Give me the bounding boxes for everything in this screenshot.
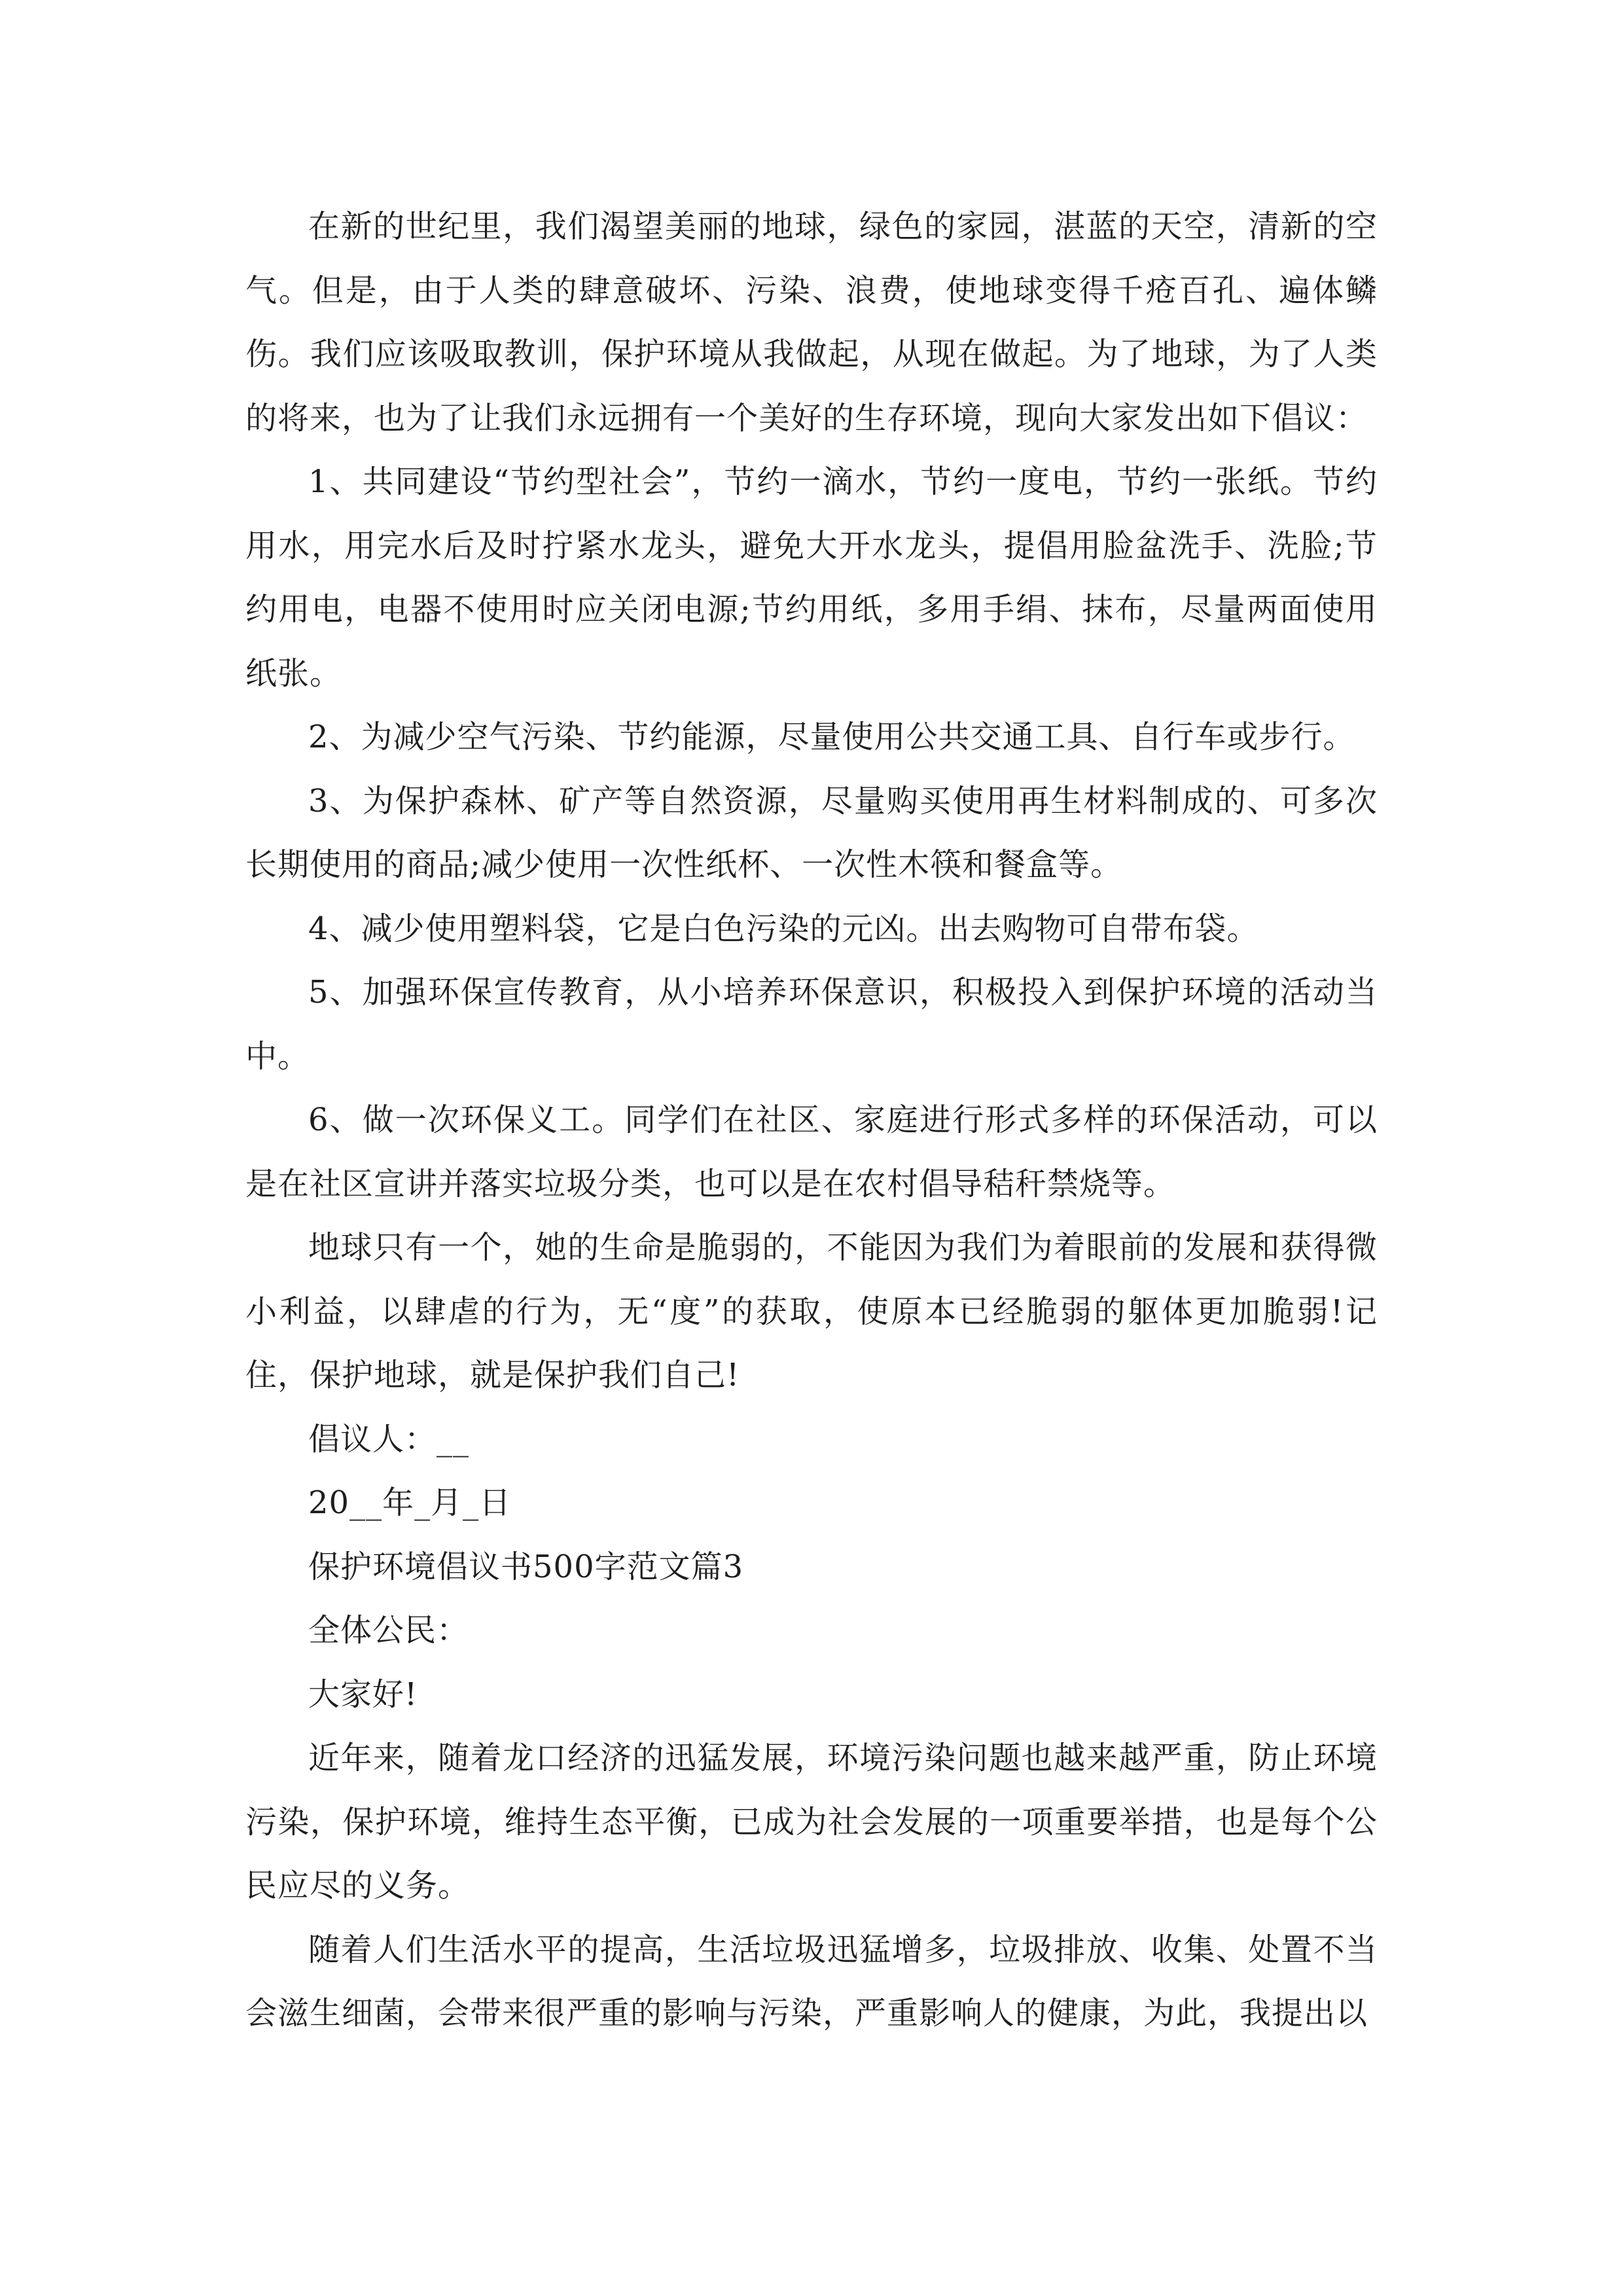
proposal-item-2: 2、为减少空气污染、节约能源，尽量使用公共交通工具、自行车或步行。 [308,719,1355,755]
proposal-item-6: 6、做一次环保义工。同学们在社区、家庭进行形式多样的环保活动，可以是在社区宣讲并落实垃圾分类，也可以是在农村倡导秸秆禁烧等。 [245,1102,1378,1202]
proposal-item-4: 4、减少使用塑料袋，它是白色污染的元凶。出去购物可自带布袋。 [308,910,1259,947]
signature-line: 倡议人：__ [308,1420,470,1458]
proposal-item-1: 1、共同建设“节约型社会”，节约一滴水，节约一度电，节约一张纸。节约用水，用完水后及时拧紧水龙头，避免大开水龙头，提倡用脸盆洗手、洗脸;节约用电，电器不使用时应关闭电源;节约用纸，多用手绢、抹布，尽量两面使用纸张。 [245,463,1378,692]
proposal-item-5: 5、加强环保宣传教育，从小培养环保意识，积极投入到保护环境的活动当中。 [245,974,1378,1075]
date-line: 20__年_月_日 [308,1484,512,1521]
proposal-item-3: 3、为保护森林、矿产等自然资源，尽量购买使用再生材料制成的、可多次长期使用的商品;减少使用一次性纸杯、一次性木筷和餐盒等。 [245,782,1378,883]
document-body [245,195,1378,2046]
body-paragraph: 随着人们生活水平的提高，生活垃圾迅猛增多，垃圾排放、收集、处置不当会滋生细菌，会带来很严重的影响与污染，严重影响人的健康，为此，我提出以 [245,1931,1378,2032]
body-paragraph: 近年来，随着龙口经济的迅猛发展，环境污染问题也越来越严重，防止环境污染，保护环境，维持生态平衡，已成为社会发展的一项重要举措，也是每个公民应尽的义务。 [245,1740,1378,1904]
salutation-line: 全体公民： [308,1612,469,1649]
closing-paragraph: 地球只有一个，她的生命是脆弱的，不能因为我们为着眼前的发展和获得微小利益，以肆虐的行为，无“度”的获取，使原本已经脆弱的躯体更加脆弱!记住，保护地球，就是保护我们自己! [245,1229,1378,1393]
section-title: 保护环境倡议书500字范文篇3 [308,1548,744,1585]
greeting-line: 大家好! [308,1676,418,1713]
intro-paragraph: 在新的世纪里，我们渴望美丽的地球，绿色的家园，湛蓝的天空，清新的空气。但是，由于人类的肆意破坏、污染、浪费，使地球变得千疮百孔、遍体鳞伤。我们应该吸取教训，保护环境从我做起，从现在做起。为了地球，为了人类的将来，也为了让我们永远拥有一个美好的生存环境，现向大家发出如下倡议： [245,208,1378,437]
